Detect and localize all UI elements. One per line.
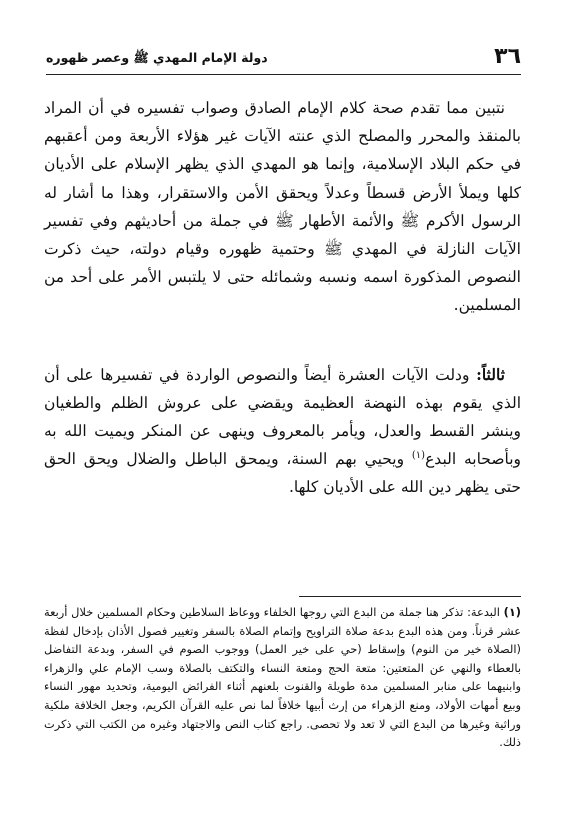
- paragraph-2-text-b: ويحيي بهم السنة، ويمحق الباطل والضلال ويحق الحق حتى يظهر دين الله على الأديان كلها.: [44, 450, 521, 497]
- footnote-reference[interactable]: (١): [411, 450, 426, 462]
- paragraph-1: نتبين مما تقدم صحة كلام الإمام الصادق وصواب تفسيره في أن المراد بالمنقذ والمحرر والمصلح الذي عنته الآيات غير هؤلاء الأربعة ومن أعقبهم في حكم البلاد الإسلامية، وإنما هو المهدي الذي يظهر الإسلام على الأديان كلها ويملأ الأرض قسطاً وعدلاً ويحقق الأمن والاستقرار، وهذا ما أشار له الرسول الأكرم ﷺ والأئمة الأطهار ﷺ في جملة من أحاديثهم وفي تفسير الآيات النازلة في المهدي ﷺ وحتمية ظهوره وقيام دولته، حيث ذكرت النصوص المذكورة اسمه ونسبه وشمائله حتى لا يلتبس الأمر على أحد من المسلمين.: [44, 99, 521, 315]
- paragraph-2: [44, 361, 521, 502]
- main-text: [44, 94, 521, 502]
- paragraph-2-text-a: ودلت الآيات العشرة أيضاً والنصوص الواردة في تفسيرها على أن الذي يقوم بهذه النهضة العظيمة ويقضي على عروش الظلم والطغيان وينشر القسط والعدل، ويأمر بالمعروف وينهى عن المنكر ويميت الله به وبأصحابه البدع: [44, 365, 521, 469]
- paragraph-2-lead: ثالثاً:: [476, 364, 505, 384]
- running-header: [46, 44, 521, 75]
- footnote-text: البدعة: تذكر هنا جملة من البدع التي روجها الخلفاء ووعاظ السلاطين وحكام المسلمين خلال أربعة عشر قرناً. ومن هذه البدع بدعة صلاة التراويح وإتمام الصلاة بالسفر وتغيير فصول الأذان بإدخال لفظة (الصلاة خير من النوم) وإسقاط (حي على خير العمل) ووجوب الصوم في السفر، وبدعة التفاضل بالعطاء والنهي عن المتعتين: متعة الحج ومتعة النساء والتكتف بالصلاة وسب الإمام علي والزهراء وابنيهما على منابر المسلمين مدة طويلة والقنوت بلعنهم أثناء الفرائض اليومية، وتحديد مهور النساء وبيع أمهات الأولاد، ومنع الزهراء من إرث أبيها خلافاً لما نص عليه القرآن الكريم، وجعل الخلافة ملكية وراثية وغيرها من البدع التي لا تعد ولا تحصى. راجع كتاب النص والاجتهاد وغيره من الكتب التي ذكرت ذلك.: [44, 605, 521, 750]
- page-number: ٣٦: [494, 44, 521, 69]
- footnote-number: (١): [503, 605, 521, 619]
- footnote-1: [44, 603, 521, 752]
- footnote: [44, 603, 521, 752]
- footnote-separator: [299, 596, 521, 597]
- running-title: دولة الإمام المهدي ﷺ وعصر ظهوره: [46, 50, 268, 65]
